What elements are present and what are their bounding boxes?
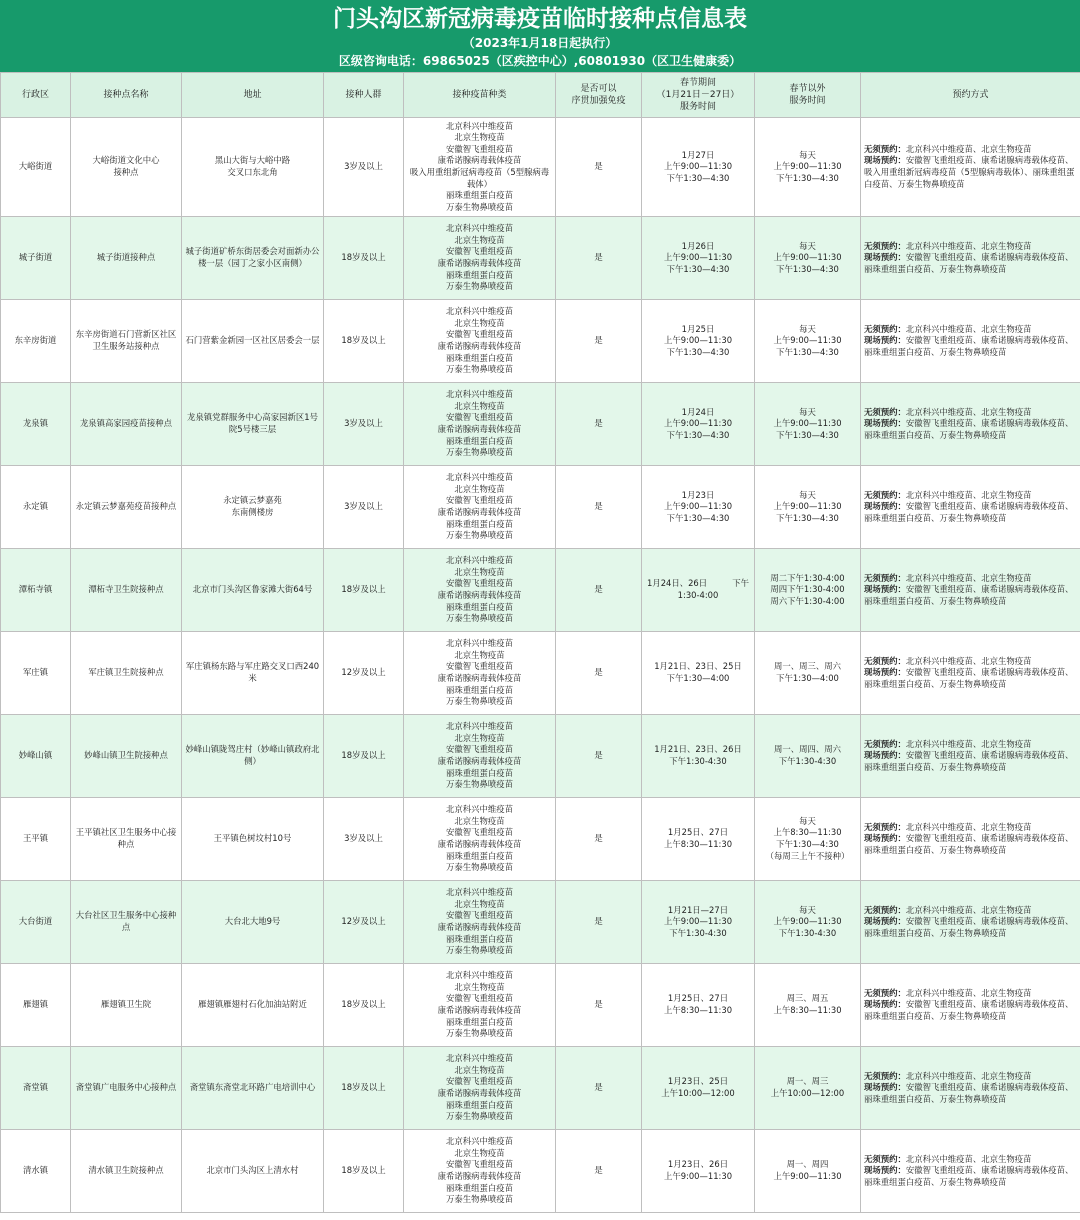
sequential-booster-cell: 是 [556,1130,642,1213]
age-group-cell: 3岁及以上 [324,383,404,466]
age-group-cell: 18岁及以上 [324,715,404,798]
table-row [1,632,1080,715]
site-name-cell: 潭柘寺卫生院接种点 [71,549,182,632]
no-booking-vaccines: 北京科兴中维疫苗、北京生物疫苗 [905,489,1032,500]
vaccine-types-cell: 北京科兴中维疫苗 北京生物疫苗 安徽智飞重组疫苗 康希诺腺病毒载体疫苗 丽珠重组蛋白疫苗 万泰生物鼻喷疫苗 [404,1130,556,1213]
age-group-cell: 3岁及以上 [324,466,404,549]
column-header: 地址 [182,73,324,118]
vaccine-types-cell: 北京科兴中维疫苗 北京生物疫苗 安徽智飞重组疫苗 康希诺腺病毒载体疫苗 丽珠重组蛋白疫苗 万泰生物鼻喷疫苗 [404,549,556,632]
district-cell: 斋堂镇 [1,1047,71,1130]
sequential-booster-cell: 是 [556,1047,642,1130]
table-row [1,881,1080,964]
table-row [1,1130,1080,1213]
vaccine-types-cell: 北京科兴中维疫苗 北京生物疫苗 安徽智飞重组疫苗 康希诺腺病毒载体疫苗 丽珠重组蛋白疫苗 万泰生物鼻喷疫苗 [404,217,556,300]
regular-hours-cell: 每天 上午9:00—11:30 下午1:30-4:30 [755,881,861,964]
onsite-booking-label: 现场预约： [864,418,906,429]
age-group-cell: 3岁及以上 [324,118,404,217]
table-row [1,798,1080,881]
table-row [1,964,1080,1047]
vaccination-sites-table [0,72,1080,1213]
table-row [1,300,1080,383]
district-cell: 东辛房街道 [1,300,71,383]
no-booking-vaccines: 北京科兴中维疫苗、北京生物疫苗 [905,1153,1032,1164]
onsite-booking-label: 现场预约： [864,501,906,512]
regular-hours-cell: 周一、周三 上午10:00—12:00 [755,1047,861,1130]
sequential-booster-cell: 是 [556,881,642,964]
regular-hours-cell: 每天 上午9:00—11:30 下午1:30—4:30 [755,466,861,549]
table-row [1,549,1080,632]
booking-method-cell [861,300,1080,383]
site-name-cell: 斋堂镇广电服务中心接种点 [71,1047,182,1130]
table-body [1,118,1080,1213]
page-header [0,0,1080,72]
district-cell: 雁翅镇 [1,964,71,1047]
age-group-cell: 12岁及以上 [324,881,404,964]
booking-method-cell [861,118,1080,217]
sequential-booster-cell: 是 [556,383,642,466]
age-group-cell: 3岁及以上 [324,798,404,881]
no-booking-label: 无须预约： [864,489,906,500]
address-cell: 王平镇色树坟村10号 [182,798,324,881]
vaccine-types-cell: 北京科兴中维疫苗 北京生物疫苗 安徽智飞重组疫苗 康希诺腺病毒载体疫苗 吸入用重组新冠病毒疫苗（5型腺病毒载体） 丽珠重组蛋白疫苗 万泰生物鼻喷疫苗 [404,118,556,217]
site-name-cell: 大峪街道文化中心 接种点 [71,118,182,217]
address-cell: 大台北大地9号 [182,881,324,964]
onsite-booking-label: 现场预约： [864,584,906,595]
no-booking-label: 无须预约： [864,904,906,915]
no-booking-label: 无须预约： [864,738,906,749]
sequential-booster-cell: 是 [556,715,642,798]
site-name-cell: 城子街道接种点 [71,217,182,300]
vaccine-types-cell: 北京科兴中维疫苗 北京生物疫苗 安徽智飞重组疫苗 康希诺腺病毒载体疫苗 丽珠重组蛋白疫苗 万泰生物鼻喷疫苗 [404,300,556,383]
sequential-booster-cell: 是 [556,549,642,632]
onsite-booking-label: 现场预约： [864,916,906,927]
district-cell: 潭柘寺镇 [1,549,71,632]
no-booking-label: 无须预约： [864,655,906,666]
onsite-booking-label: 现场预约： [864,750,906,761]
address-cell: 石门营紫金新园一区社区居委会一层 [182,300,324,383]
onsite-booking-vaccines: 安徽智飞重组疫苗、康希诺腺病毒载体疫苗、丽珠重组蛋白疫苗、万泰生物鼻喷疫苗 [864,252,1074,274]
vaccine-types-cell: 北京科兴中维疫苗 北京生物疫苗 安徽智飞重组疫苗 康希诺腺病毒载体疫苗 丽珠重组蛋白疫苗 万泰生物鼻喷疫苗 [404,964,556,1047]
address-cell: 军庄镇杨东路与军庄路交叉口西240米 [182,632,324,715]
regular-hours-cell: 每天 上午9:00—11:30 下午1:30—4:30 [755,300,861,383]
no-booking-vaccines: 北京科兴中维疫苗、北京生物疫苗 [905,323,1032,334]
spring-festival-hours-cell: 1月25日、27日 上午8:30—11:30 [642,964,755,1047]
regular-hours-cell: 周一、周四、周六 下午1:30-4:30 [755,715,861,798]
regular-hours-cell: 周二下午1:30-4:00 周四下午1:30-4:00 周六下午1:30-4:00 [755,549,861,632]
spring-festival-hours-cell: 1月25日、27日 上午8:30—11:30 [642,798,755,881]
spring-festival-hours-cell: 1月25日 上午9:00—11:30 下午1:30—4:30 [642,300,755,383]
vaccine-types-cell: 北京科兴中维疫苗 北京生物疫苗 安徽智飞重组疫苗 康希诺腺病毒载体疫苗 丽珠重组蛋白疫苗 万泰生物鼻喷疫苗 [404,798,556,881]
sequential-booster-cell: 是 [556,632,642,715]
spring-festival-hours-cell: 1月21日、23日、25日 下午1:30—4:00 [642,632,755,715]
onsite-booking-vaccines: 安徽智飞重组疫苗、康希诺腺病毒载体疫苗、丽珠重组蛋白疫苗、万泰生物鼻喷疫苗 [864,667,1074,689]
sequential-booster-cell: 是 [556,300,642,383]
hotline: 区级咨询电话：69865025（区疾控中心）,60801930（区卫生健康委） [338,54,742,68]
spring-festival-hours-cell: 1月23日 上午9:00—11:30 下午1:30—4:30 [642,466,755,549]
onsite-booking-vaccines: 安徽智飞重组疫苗、康希诺腺病毒载体疫苗、丽珠重组蛋白疫苗、万泰生物鼻喷疫苗 [864,584,1074,606]
district-cell: 城子街道 [1,217,71,300]
column-header: 行政区 [1,73,71,118]
sequential-booster-cell: 是 [556,466,642,549]
vaccine-types-cell: 北京科兴中维疫苗 北京生物疫苗 安徽智飞重组疫苗 康希诺腺病毒载体疫苗 丽珠重组蛋白疫苗 万泰生物鼻喷疫苗 [404,632,556,715]
booking-method-cell [861,1047,1080,1130]
spring-festival-hours-cell: 1月21日、23日、26日 下午1:30-4:30 [642,715,755,798]
no-booking-label: 无须预约： [864,143,906,154]
onsite-booking-label: 现场预约： [864,1165,906,1176]
site-name-cell: 东辛房街道石门营新区社区卫生服务站接种点 [71,300,182,383]
sequential-booster-cell: 是 [556,118,642,217]
regular-hours-cell: 每天 上午9:00—11:30 下午1:30—4:30 [755,383,861,466]
spring-festival-hours-cell: 1月21日—27日 上午9:00—11:30 下午1:30-4:30 [642,881,755,964]
vaccine-types-cell: 北京科兴中维疫苗 北京生物疫苗 安徽智飞重组疫苗 康希诺腺病毒载体疫苗 丽珠重组蛋白疫苗 万泰生物鼻喷疫苗 [404,881,556,964]
column-header: 接种疫苗种类 [404,73,556,118]
onsite-booking-vaccines: 安徽智飞重组疫苗、康希诺腺病毒载体疫苗、丽珠重组蛋白疫苗、万泰生物鼻喷疫苗 [864,1165,1074,1187]
regular-hours-cell: 周一、周三、周六 下午1:30—4:00 [755,632,861,715]
no-booking-vaccines: 北京科兴中维疫苗、北京生物疫苗 [905,1070,1032,1081]
site-name-cell: 军庄镇卫生院接种点 [71,632,182,715]
district-cell: 妙峰山镇 [1,715,71,798]
column-header: 接种点名称 [71,73,182,118]
vaccine-types-cell: 北京科兴中维疫苗 北京生物疫苗 安徽智飞重组疫苗 康希诺腺病毒载体疫苗 丽珠重组蛋白疫苗 万泰生物鼻喷疫苗 [404,466,556,549]
site-name-cell: 清水镇卫生院接种点 [71,1130,182,1213]
no-booking-label: 无须预约： [864,1070,906,1081]
onsite-booking-vaccines: 安徽智飞重组疫苗、康希诺腺病毒载体疫苗、丽珠重组蛋白疫苗、万泰生物鼻喷疫苗 [864,916,1074,938]
booking-method-cell [861,715,1080,798]
address-cell: 北京市门头沟区上清水村 [182,1130,324,1213]
spring-festival-hours-cell: 1月27日 上午9:00—11:30 下午1:30—4:30 [642,118,755,217]
column-header: 春节以外 服务时间 [755,73,861,118]
district-cell: 永定镇 [1,466,71,549]
regular-hours-cell: 周三、周五 上午8:30—11:30 [755,964,861,1047]
booking-method-cell [861,383,1080,466]
district-cell: 龙泉镇 [1,383,71,466]
no-booking-label: 无须预约： [864,406,906,417]
age-group-cell: 12岁及以上 [324,632,404,715]
no-booking-label: 无须预约： [864,323,906,334]
district-cell: 王平镇 [1,798,71,881]
vaccine-types-cell: 北京科兴中维疫苗 北京生物疫苗 安徽智飞重组疫苗 康希诺腺病毒载体疫苗 丽珠重组蛋白疫苗 万泰生物鼻喷疫苗 [404,383,556,466]
regular-hours-cell: 每天 上午9:00—11:30 下午1:30—4:30 [755,217,861,300]
no-booking-label: 无须预约： [864,821,906,832]
address-cell: 龙泉镇党群服务中心高家园新区1号院5号楼三层 [182,383,324,466]
no-booking-label: 无须预约： [864,572,906,583]
no-booking-vaccines: 北京科兴中维疫苗、北京生物疫苗 [905,655,1032,666]
table-header [1,73,1080,118]
booking-method-cell [861,549,1080,632]
age-group-cell: 18岁及以上 [324,217,404,300]
effective-date: （2023年1月18日起执行） [462,36,618,50]
no-booking-vaccines: 北京科兴中维疫苗、北京生物疫苗 [905,143,1032,154]
no-booking-vaccines: 北京科兴中维疫苗、北京生物疫苗 [905,904,1032,915]
booking-method-cell [861,964,1080,1047]
no-booking-vaccines: 北京科兴中维疫苗、北京生物疫苗 [905,738,1032,749]
district-cell: 大台街道 [1,881,71,964]
no-booking-label: 无须预约： [864,240,906,251]
no-booking-vaccines: 北京科兴中维疫苗、北京生物疫苗 [905,821,1032,832]
spring-festival-hours-cell: 1月23日、25日 上午10:00—12:00 [642,1047,755,1130]
onsite-booking-vaccines: 安徽智飞重组疫苗、康希诺腺病毒载体疫苗、丽珠重组蛋白疫苗、万泰生物鼻喷疫苗 [864,750,1074,772]
site-name-cell: 龙泉镇高家园疫苗接种点 [71,383,182,466]
onsite-booking-label: 现场预约： [864,833,906,844]
onsite-booking-label: 现场预约： [864,1082,906,1093]
table-row [1,466,1080,549]
booking-method-cell [861,1130,1080,1213]
age-group-cell: 18岁及以上 [324,549,404,632]
age-group-cell: 18岁及以上 [324,1047,404,1130]
onsite-booking-vaccines: 安徽智飞重组疫苗、康希诺腺病毒载体疫苗、吸入用重组新冠病毒疫苗（5型腺病毒载体）、丽珠重组蛋白疫苗、万泰生物鼻喷疫苗 [864,155,1075,189]
district-cell: 大峪街道 [1,118,71,217]
column-header: 春节期间 （1月21日－27日） 服务时间 [642,73,755,118]
column-header: 预约方式 [861,73,1080,118]
booking-method-cell [861,798,1080,881]
column-header: 接种人群 [324,73,404,118]
no-booking-vaccines: 北京科兴中维疫苗、北京生物疫苗 [905,987,1032,998]
onsite-booking-label: 现场预约： [864,155,906,166]
site-name-cell: 雁翅镇卫生院 [71,964,182,1047]
regular-hours-cell: 每天 上午8:30—11:30 下午1:30—4:30 （每周三上午不接种） [755,798,861,881]
column-header: 是否可以 序贯加强免疫 [556,73,642,118]
spring-festival-hours-cell: 1月26日 上午9:00—11:30 下午1:30—4:30 [642,217,755,300]
site-name-cell: 妙峰山镇卫生院接种点 [71,715,182,798]
age-group-cell: 18岁及以上 [324,1130,404,1213]
district-cell: 军庄镇 [1,632,71,715]
address-cell: 城子街道矿桥东街居委会对面新办公楼一层（园丁之家小区南侧） [182,217,324,300]
page-title: 门头沟区新冠病毒疫苗临时接种点信息表 [333,6,747,32]
onsite-booking-vaccines: 安徽智飞重组疫苗、康希诺腺病毒载体疫苗、丽珠重组蛋白疫苗、万泰生物鼻喷疫苗 [864,1082,1074,1104]
no-booking-vaccines: 北京科兴中维疫苗、北京生物疫苗 [905,406,1032,417]
spring-festival-hours-cell: 1月24日、26日 下午1:30-4:00 [642,549,755,632]
onsite-booking-vaccines: 安徽智飞重组疫苗、康希诺腺病毒载体疫苗、丽珠重组蛋白疫苗、万泰生物鼻喷疫苗 [864,999,1074,1021]
table-row [1,383,1080,466]
onsite-booking-vaccines: 安徽智飞重组疫苗、康希诺腺病毒载体疫苗、丽珠重组蛋白疫苗、万泰生物鼻喷疫苗 [864,335,1074,357]
vaccine-types-cell: 北京科兴中维疫苗 北京生物疫苗 安徽智飞重组疫苗 康希诺腺病毒载体疫苗 丽珠重组蛋白疫苗 万泰生物鼻喷疫苗 [404,715,556,798]
district-cell: 清水镇 [1,1130,71,1213]
onsite-booking-label: 现场预约： [864,999,906,1010]
onsite-booking-label: 现场预约： [864,335,906,346]
address-cell: 雁翅镇雁翅村石化加油站附近 [182,964,324,1047]
age-group-cell: 18岁及以上 [324,964,404,1047]
site-name-cell: 王平镇社区卫生服务中心接种点 [71,798,182,881]
regular-hours-cell: 每天 上午9:00—11:30 下午1:30—4:30 [755,118,861,217]
no-booking-label: 无须预约： [864,987,906,998]
onsite-booking-label: 现场预约： [864,667,906,678]
address-cell: 斋堂镇东斋堂北环路广电培训中心 [182,1047,324,1130]
spring-festival-hours-cell: 1月24日 上午9:00—11:30 下午1:30—4:30 [642,383,755,466]
booking-method-cell [861,466,1080,549]
regular-hours-cell: 周一、周四 上午9:00—11:30 [755,1130,861,1213]
table-row [1,715,1080,798]
address-cell: 永定镇云梦嘉苑 东南侧楼房 [182,466,324,549]
booking-method-cell [861,217,1080,300]
booking-method-cell [861,632,1080,715]
no-booking-vaccines: 北京科兴中维疫苗、北京生物疫苗 [905,240,1032,251]
table-row [1,217,1080,300]
site-name-cell: 大台社区卫生服务中心接种点 [71,881,182,964]
address-cell: 黑山大街与大峪中路 交叉口东北角 [182,118,324,217]
sequential-booster-cell: 是 [556,964,642,1047]
sequential-booster-cell: 是 [556,798,642,881]
vaccine-types-cell: 北京科兴中维疫苗 北京生物疫苗 安徽智飞重组疫苗 康希诺腺病毒载体疫苗 丽珠重组蛋白疫苗 万泰生物鼻喷疫苗 [404,1047,556,1130]
spring-festival-hours-cell: 1月23日、26日 上午9:00—11:30 [642,1130,755,1213]
age-group-cell: 18岁及以上 [324,300,404,383]
onsite-booking-vaccines: 安徽智飞重组疫苗、康希诺腺病毒载体疫苗、丽珠重组蛋白疫苗、万泰生物鼻喷疫苗 [864,833,1074,855]
onsite-booking-label: 现场预约： [864,252,906,263]
onsite-booking-vaccines: 安徽智飞重组疫苗、康希诺腺病毒载体疫苗、丽珠重组蛋白疫苗、万泰生物鼻喷疫苗 [864,418,1074,440]
no-booking-vaccines: 北京科兴中维疫苗、北京生物疫苗 [905,572,1032,583]
address-cell: 北京市门头沟区鲁家滩大街64号 [182,549,324,632]
booking-method-cell [861,881,1080,964]
onsite-booking-vaccines: 安徽智飞重组疫苗、康希诺腺病毒载体疫苗、丽珠重组蛋白疫苗、万泰生物鼻喷疫苗 [864,501,1074,523]
address-cell: 妙峰山镇陇驾庄村（妙峰山镇政府北侧） [182,715,324,798]
no-booking-label: 无须预约： [864,1153,906,1164]
table-row [1,118,1080,217]
table-row [1,1047,1080,1130]
site-name-cell: 永定镇云梦嘉苑疫苗接种点 [71,466,182,549]
sequential-booster-cell: 是 [556,217,642,300]
